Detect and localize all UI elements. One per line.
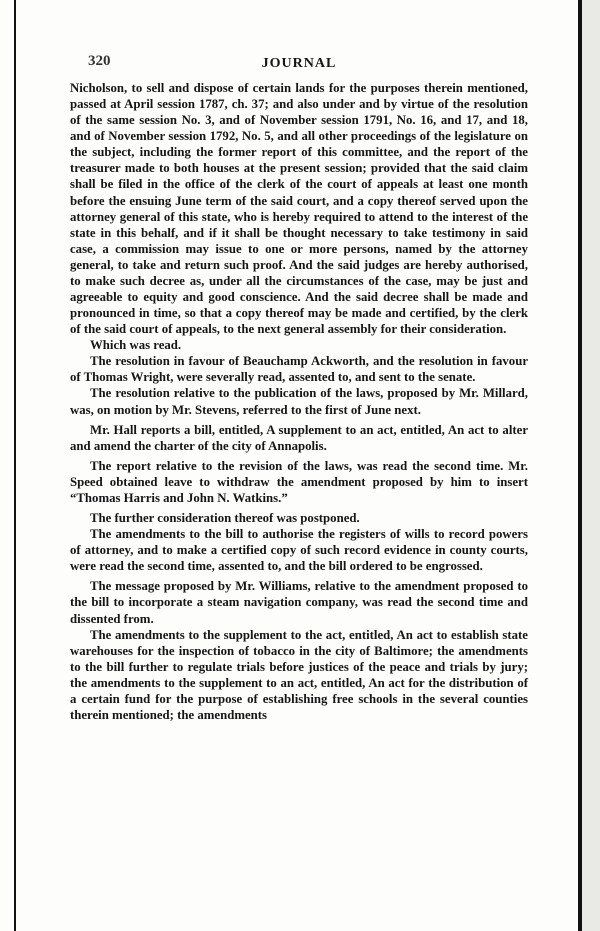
page-number: 320	[88, 53, 111, 69]
paragraph-consideration-postponed: The further consideration thereof was postponed.	[90, 511, 360, 526]
running-title: JOURNAL	[261, 56, 337, 71]
paragraph-annapolis-charter-bill: Mr. Hall reports a bill, entitled, A supplement to an act, entitled, An act to alter and amend the charter of the city of Annapolis.	[70, 422, 528, 453]
paragraph-petition-proceedings: Nicholson, to sell and dispose of certain lands for the purposes therein mentioned, passed at April session 1787, ch. 37; and also under and by virtue of the resolution of the same session No. 3, and of November session 1791, No. 16, and 17, and 18, and of November session 1792, No. 5, and all other proceedings of the legislature on the subject, including the former report of this committee, and the report of the treasurer made to both houses at the present session; provided that the said claim shall be filed in the office of the clerk of the court of appeals at least one month before the ensuing June term of the said court, and a copy thereof served upon the attorney general of this state, who is hereby required to attend to the interest of the state in this behalf, and if it shall be thought necessary to take testimony in said case, a commission may issue to one or more persons, named by the attorney general, to take and return such proof. And the said judges are hereby authorised, to make such decree as, under all the circumstances of the case, may be just and agreeable to equity and good conscience. And the said decree shall be made and pronounced in time, so that a copy thereof may be made and certified, by the clerk of the said court of appeals, to the next general assembly for their consideration.	[70, 81, 528, 337]
adjacent-page-strip	[582, 0, 600, 931]
left-margin-rule	[14, 0, 16, 931]
paragraph-publication-of-laws: The resolution relative to the publication of the laws, proposed by Mr. Millard, was, on motion by Mr. Stevens, referred to the first of June next.	[70, 386, 528, 417]
page-body	[70, 80, 528, 723]
journal-page	[70, 53, 528, 723]
paragraph-registers-of-wills: The amendments to the bill to authorise the registers of wills to record powers of attorney, and to make a certified copy of such record evidence in county courts, were read the second time, assented to, and the bill ordered to be engrossed.	[70, 527, 528, 574]
paragraph-amendments-warehouses: The amendments to the supplement to the act, entitled, An act to establish state warehouses for the inspection of tobacco in the city of Baltimore; the amendments to the bill further to regulate trials before justices of the peace and trials by jury; the amendments to the supplement to an act, entitled, An act for the distribution of a certain fund for the purpose of establishing free schools in the several counties therein mentioned; the amendments	[70, 627, 528, 722]
page-header	[70, 53, 528, 78]
paragraph-steam-navigation-message: The message proposed by Mr. Williams, relative to the amendment proposed to the bill to incorporate a steam navigation company, was read the second time and dissented from.	[70, 579, 528, 626]
paragraph-revision-of-laws: The report relative to the revision of the laws, was read the second time. Mr. Speed obtained leave to withdraw the amendment proposed by him to insert “Thomas Harris and John N. Watkins.”	[70, 458, 528, 505]
paragraph-ackworth-wright-resolutions: The resolution in favour of Beauchamp Ackworth, and the resolution in favour of Thomas Wright, were severally read, assented to, and sent to the senate.	[70, 354, 528, 385]
paragraph-which-was-read: Which was read.	[90, 338, 182, 353]
